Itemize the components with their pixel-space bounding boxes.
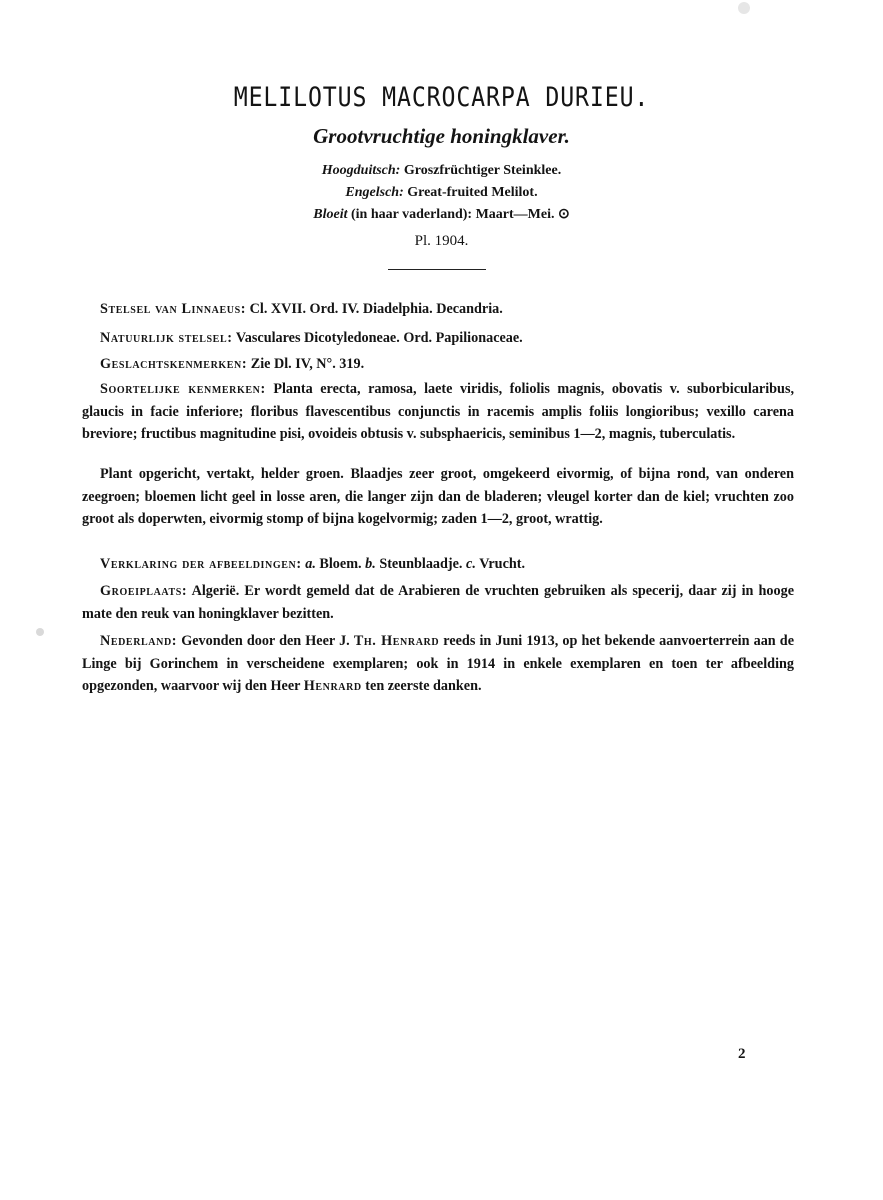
german-name-value: Groszfrüchtiger Steinklee. <box>403 163 562 178</box>
flowering-line <box>0 208 883 222</box>
section-text: reeds in Juni 1913, op het bekende aanvoerterrein aan de Linge bij Gorinchem in verscheidene exemplaren; ook in 1914 in enkele exemplaren en toen ter afbeelding opgezonden, waarvoor wij den Heer <box>82 633 794 694</box>
section-label: Verklaring der afbeeldingen: <box>100 556 302 572</box>
section-label: Geslachtskenmerken: <box>100 356 248 372</box>
section-text: Cl. XVII. Ord. IV. Diadelphia. Decandria. <box>249 301 503 317</box>
natural-system <box>100 327 794 350</box>
genus-characters <box>100 353 794 376</box>
section-text: Vasculares Dicotyledoneae. Ord. Papilionaceae. <box>235 330 523 346</box>
section-label: Stelsel van Linnaeus: <box>100 301 247 317</box>
scan-speck <box>738 2 750 14</box>
figure-explanation <box>100 553 794 576</box>
person-name: Th. Henrard <box>353 633 440 649</box>
english-name-label: Engelsch: <box>345 185 404 200</box>
english-name-value: Great-fruited Melilot. <box>407 185 538 200</box>
divider-rule <box>388 269 486 270</box>
dutch-common-name: Grootvruchtige honingklaver. <box>313 124 570 148</box>
figure-letter: b. <box>365 556 376 572</box>
section-label: Natuurlijk stelsel: <box>100 330 233 346</box>
species-title: MELILOTUS MACROCARPA DURIEU. <box>233 82 650 113</box>
figure-letter: c. <box>466 556 476 572</box>
section-label: Nederland: <box>100 633 178 649</box>
flowering-value: (in haar vaderland): Maart—Mei. ⊙ <box>351 207 570 222</box>
figure-letter: a. <box>305 556 316 572</box>
species-characters <box>82 378 794 446</box>
figure-text: Steunblaadje. <box>379 556 463 572</box>
section-text: ten zeerste danken. <box>365 678 482 694</box>
plant-description <box>82 463 794 531</box>
flowering-label: Bloeit <box>313 207 348 222</box>
german-name-label: Hoogduitsch: <box>321 163 401 178</box>
section-text: Algerië. Er wordt gemeld dat de Arabieren de vruchten gebruiken als specerij, daar zij in hooge mate den reuk van honingklaver bezitten. <box>82 583 795 622</box>
figure-text: Bloem. <box>319 556 362 572</box>
scan-speck <box>36 628 44 636</box>
linnaeus-system <box>100 298 794 321</box>
person-name: Henrard <box>303 678 362 694</box>
english-name-line <box>0 186 883 200</box>
netherlands-occurrence <box>82 630 794 698</box>
section-label: Soortelijke kenmerken: <box>100 381 266 397</box>
section-text: Planta erecta, ramosa, laete viridis, foliolis magnis, obovatis v. suborbicularibus, glaucis in facie inferiore; floribus flavescentibus conjunctis in racemis amplis foliis longioribus; vexillo carena breviore; fructibus magnitudine pisi, ovoideis obtusis v. subsphaericis, seminibus 1—2, magnis, tuberculatis. <box>82 381 795 442</box>
figure-text: Vrucht. <box>479 556 526 572</box>
habitat <box>82 580 794 625</box>
german-name-line <box>0 164 883 178</box>
section-text: Zie Dl. IV, N°. 319. <box>250 356 365 372</box>
section-text: Plant opgericht, vertakt, helder groen. Blaadjes zeer groot, omgekeerd eivormig, of bijna rond, van onderen zeegroen; bloemen licht geel in losse aren, die langer zijn dan de bladeren; vleugel korter dan de kiel; vruchten zoo groot als doperwten, eivormig stomp of bijna kogelvormig; zaden 1—2, groot, wrattig. <box>82 466 794 527</box>
section-text: Gevonden door den Heer J. <box>181 633 350 649</box>
plate-number: Pl. 1904. <box>414 233 469 249</box>
page-number: 2 <box>738 1046 746 1062</box>
section-label: Groeiplaats: <box>100 583 188 599</box>
